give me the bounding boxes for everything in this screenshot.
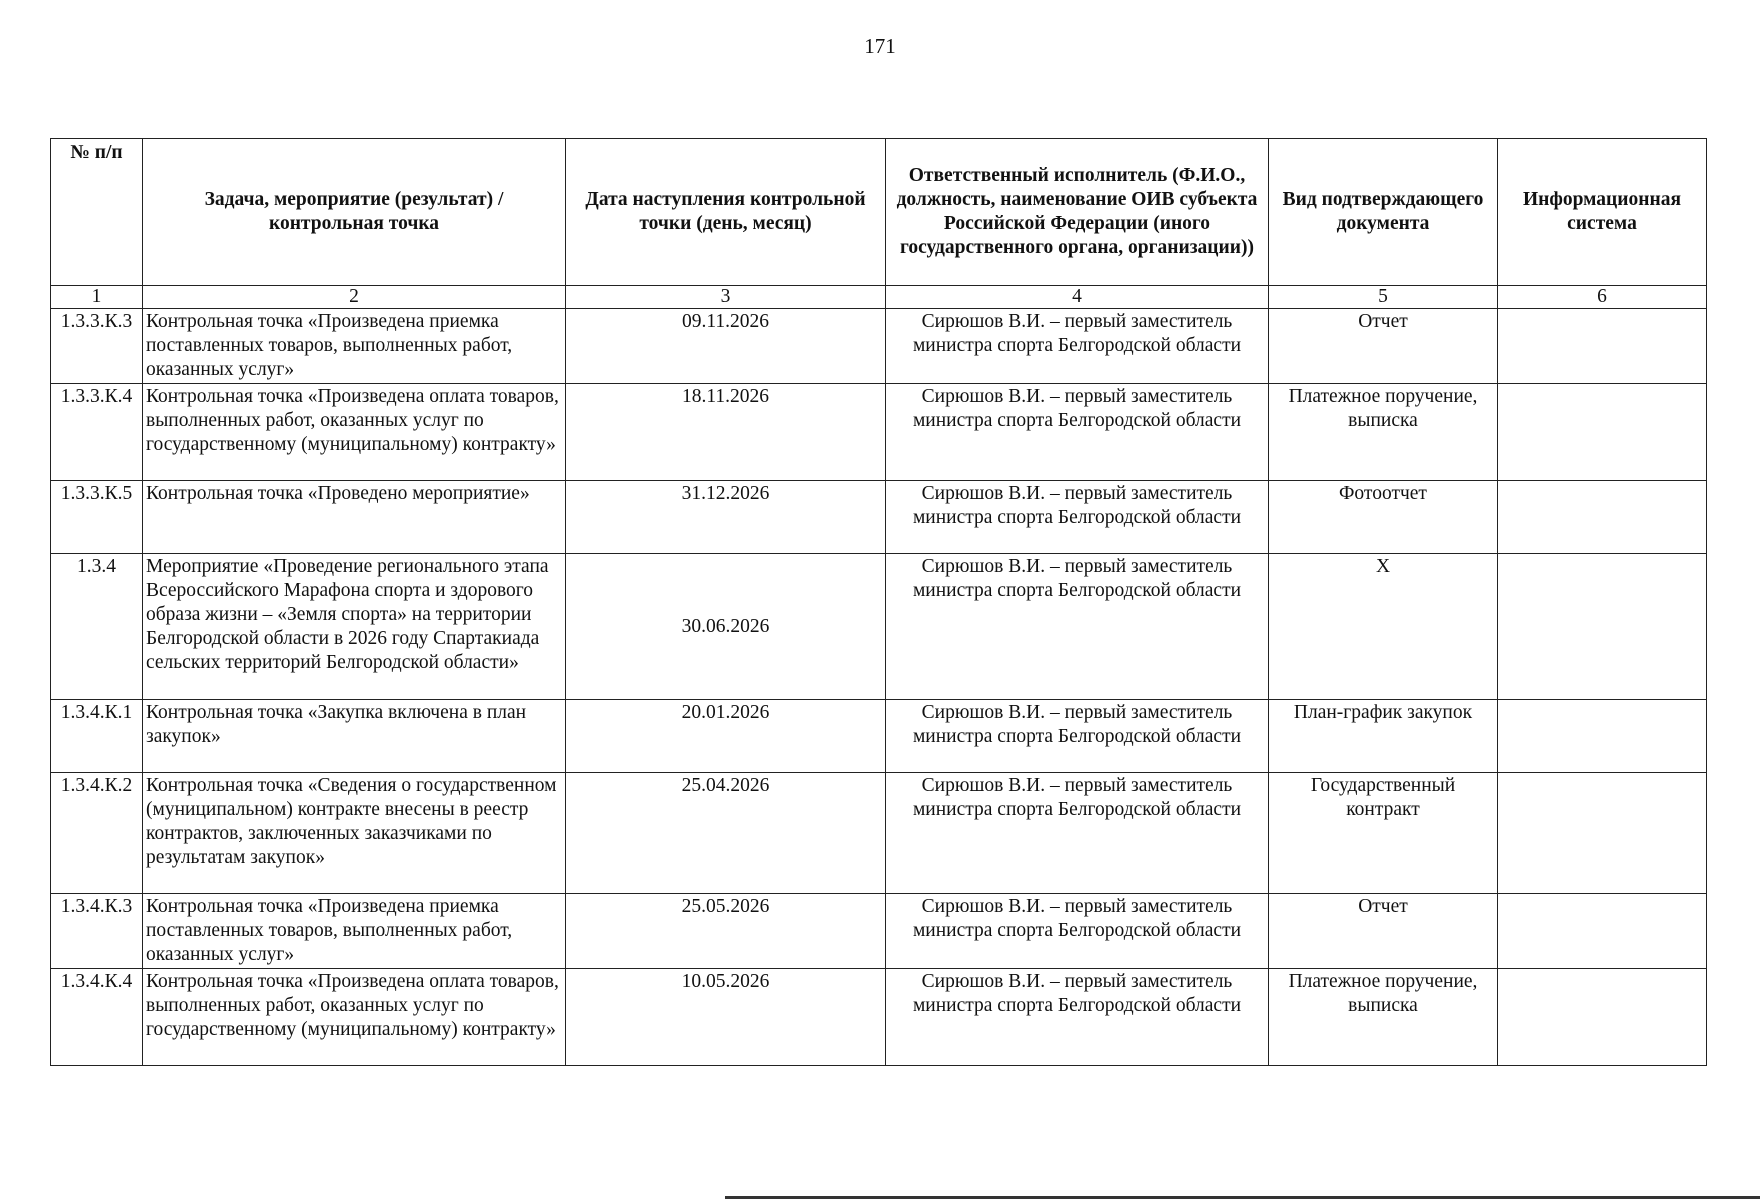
row-doc-type: Фотоотчет (1269, 481, 1498, 554)
row-responsible: Сирюшов В.И. – первый заместитель министра спорта Белгородской области (886, 773, 1269, 894)
row-number: 1.3.3.К.5 (51, 481, 143, 554)
column-number: 3 (566, 286, 886, 309)
row-number: 1.3.4.К.2 (51, 773, 143, 894)
row-task: Контрольная точка «Произведена оплата товаров, выполненных работ, оказанных услуг по государственному (муниципальному) контракту» (143, 969, 566, 1066)
row-task: Контрольная точка «Закупка включена в план закупок» (143, 700, 566, 773)
row-info-system (1498, 969, 1707, 1066)
row-date: 25.04.2026 (566, 773, 886, 894)
table-row (51, 554, 1707, 700)
table-row (51, 481, 1707, 554)
row-info-system (1498, 384, 1707, 481)
row-doc-type: X (1269, 554, 1498, 700)
header-doc-type: Вид подтверждающего документа (1269, 139, 1498, 286)
row-number: 1.3.4.К.4 (51, 969, 143, 1066)
column-number: 5 (1269, 286, 1498, 309)
row-number: 1.3.4 (51, 554, 143, 700)
row-date: 18.11.2026 (566, 384, 886, 481)
row-info-system (1498, 773, 1707, 894)
row-responsible: Сирюшов В.И. – первый заместитель министра спорта Белгородской области (886, 700, 1269, 773)
row-task: Контрольная точка «Произведена оплата товаров, выполненных работ, оказанных услуг по государственному (муниципальному) контракту» (143, 384, 566, 481)
row-date: 10.05.2026 (566, 969, 886, 1066)
row-responsible: Сирюшов В.И. – первый заместитель министра спорта Белгородской области (886, 894, 1269, 969)
row-doc-type: Отчет (1269, 894, 1498, 969)
column-number-row (51, 286, 1707, 309)
row-number: 1.3.3.К.4 (51, 384, 143, 481)
row-task: Контрольная точка «Произведена приемка поставленных товаров, выполненных работ, оказанных услуг» (143, 894, 566, 969)
row-number: 1.3.3.К.3 (51, 309, 143, 384)
header-task: Задача, мероприятие (результат) / контрольная точка (143, 139, 566, 286)
row-date: 09.11.2026 (566, 309, 886, 384)
row-info-system (1498, 700, 1707, 773)
row-date: 25.05.2026 (566, 894, 886, 969)
table-row (51, 309, 1707, 384)
row-responsible: Сирюшов В.И. – первый заместитель министра спорта Белгородской области (886, 969, 1269, 1066)
row-info-system (1498, 309, 1707, 384)
row-date: 30.06.2026 (566, 554, 886, 700)
row-doc-type: Платежное поручение, выписка (1269, 969, 1498, 1066)
row-responsible: Сирюшов В.И. – первый заместитель министра спорта Белгородской области (886, 554, 1269, 700)
row-info-system (1498, 894, 1707, 969)
row-responsible: Сирюшов В.И. – первый заместитель министра спорта Белгородской области (886, 481, 1269, 554)
row-info-system (1498, 554, 1707, 700)
table-row (51, 894, 1707, 969)
row-task: Мероприятие «Проведение регионального этапа Всероссийского Марафона спорта и здорового образа жизни – «Земля спорта» на территории Белгородской области в 2026 году Спартакиада сельских территорий Белгородской области» (143, 554, 566, 700)
table-row (51, 384, 1707, 481)
row-number: 1.3.4.К.3 (51, 894, 143, 969)
row-number: 1.3.4.К.1 (51, 700, 143, 773)
table-row (51, 773, 1707, 894)
scan-edge-line (725, 1196, 1760, 1199)
header-info-system: Информационная система (1498, 139, 1707, 286)
header-date: Дата наступления контрольной точки (день, месяц) (566, 139, 886, 286)
column-number: 4 (886, 286, 1269, 309)
row-responsible: Сирюшов В.И. – первый заместитель министра спорта Белгородской области (886, 309, 1269, 384)
row-date: 20.01.2026 (566, 700, 886, 773)
row-responsible: Сирюшов В.И. – первый заместитель министра спорта Белгородской области (886, 384, 1269, 481)
control-points-table (50, 138, 1707, 1066)
page-number: 171 (864, 34, 896, 58)
table-row (51, 700, 1707, 773)
table-header-row (51, 139, 1707, 286)
row-doc-type: Государственный контракт (1269, 773, 1498, 894)
header-num: № п/п (51, 139, 143, 286)
table-row (51, 969, 1707, 1066)
row-date: 31.12.2026 (566, 481, 886, 554)
column-number: 6 (1498, 286, 1707, 309)
row-task: Контрольная точка «Проведено мероприятие» (143, 481, 566, 554)
row-doc-type: Платежное поручение, выписка (1269, 384, 1498, 481)
row-doc-type: Отчет (1269, 309, 1498, 384)
row-doc-type: План-график закупок (1269, 700, 1498, 773)
column-number: 1 (51, 286, 143, 309)
row-task: Контрольная точка «Сведения о государственном (муниципальном) контракте внесены в реестр контрактов, заключенных заказчиками по результатам закупок» (143, 773, 566, 894)
row-task: Контрольная точка «Произведена приемка поставленных товаров, выполненных работ, оказанных услуг» (143, 309, 566, 384)
row-info-system (1498, 481, 1707, 554)
header-responsible: Ответственный исполнитель (Ф.И.О., должность, наименование ОИВ субъекта Российской Федерации (иного государственного органа, организации)) (886, 139, 1269, 286)
column-number: 2 (143, 286, 566, 309)
